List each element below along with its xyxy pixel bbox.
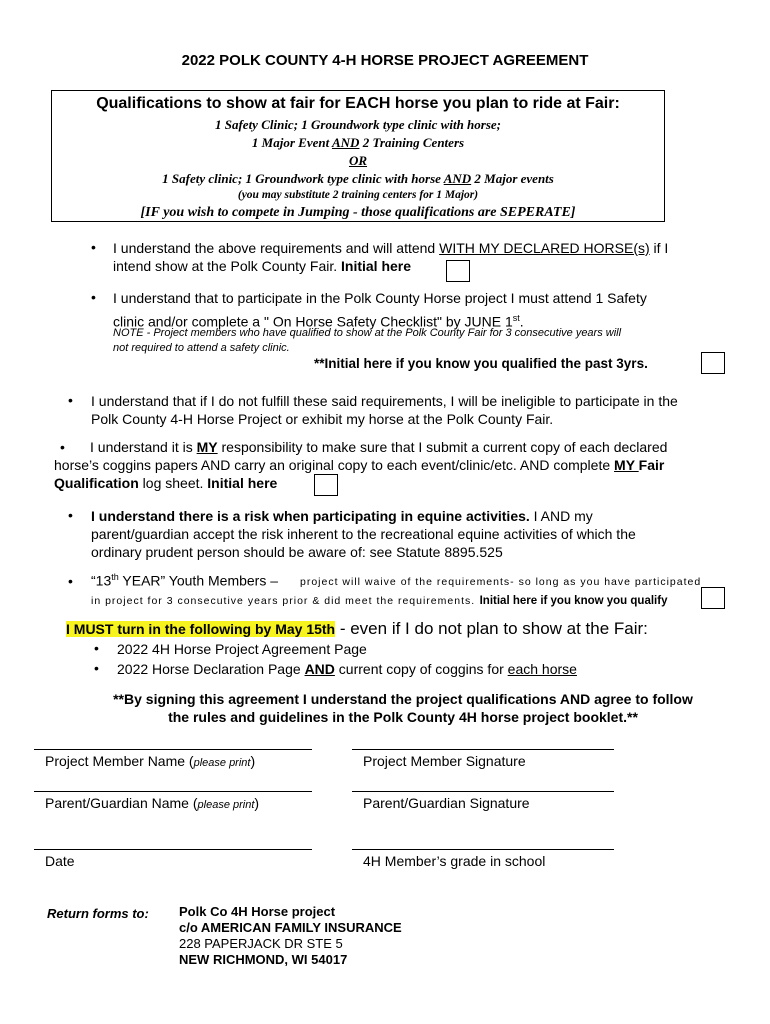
- thirteenth-year-text: in project for 3 consecutive years prior & did meet the requirements. Initial here if you know you qualify: [91, 595, 668, 607]
- page-title: 2022 POLK COUNTY 4-H HORSE PROJECT AGREEMENT: [181, 52, 589, 69]
- bullet: •: [91, 239, 96, 255]
- date-label: Date: [45, 853, 75, 869]
- qualifications-box: [51, 90, 665, 222]
- ineligibility-text: I understand that if I do not fulfill these said requirements, I will be ineligible to participate in the Polk County 4-H Horse Project or exhibit my horse at the Polk County Fair.: [91, 393, 678, 427]
- member-signature-line[interactable]: [352, 749, 614, 750]
- turn-in-heading: I MUST turn in the following by May 15th - even if I do not plan to show at the Fair:: [66, 619, 648, 638]
- qualification-line: 1 Safety Clinic; 1 Groundwork type clinic with horse;: [214, 117, 501, 132]
- member-name-line[interactable]: [34, 749, 312, 750]
- initial-label: **Initial here if you know you qualified the past 3yrs.: [314, 356, 648, 371]
- requirement-text: I understand the above requirements and will attend WITH MY DECLARED HORSE(s) if I intend show at the Polk County Fair. Initial here: [113, 240, 669, 274]
- return-address: Polk Co 4H Horse project c/o AMERICAN FAMILY INSURANCE 228 PAPERJACK DR STE 5 NEW RICHMOND, WI 54017: [179, 904, 402, 967]
- risk-text: I understand there is a risk when participating in equine activities. I AND my parent/guardian accept the risk inherent to the recreational equine activities of which the ordinary prudent person should be aware of: see Statute 8895.525: [91, 508, 636, 560]
- initial-checkbox[interactable]: [446, 260, 470, 282]
- guardian-signature-line[interactable]: [352, 791, 614, 792]
- member-signature-label: Project Member Signature: [363, 753, 526, 769]
- qualification-line: 1 Safety clinic; 1 Groundwork type clinic with horse AND 2 Major events: [162, 171, 554, 186]
- safety-note: NOTE - Project members who have qualified to show at the Polk County Fair for 3 consecutive years will not required to attend a safety clinic.: [113, 327, 622, 354]
- safety-requirement-text: I understand that to participate in the Polk County Horse project I must attend 1 Safety clinic and/or complete a " On Horse Safety Checklist" by JUNE 1st.: [113, 290, 647, 330]
- thirteenth-year-text: project will waive of the requirements- so long as you have participated: [300, 576, 702, 588]
- jumping-note: [IF you wish to compete in Jumping - those qualifications are SEPERATE]: [140, 205, 576, 220]
- grade-line[interactable]: [352, 849, 614, 850]
- coggins-text: • I understand it is MY responsibility to make sure that I submit a current copy of each declared horse’s coggins papers AND carry an original copy to each event/clinic/etc. AND complete MY Fair Qualification log sheet. Initial here: [54, 439, 668, 491]
- bullet: •: [68, 392, 73, 408]
- qualification-line: 1 Major Event AND 2 Training Centers: [251, 135, 465, 150]
- member-name-label: Project Member Name (please print): [45, 753, 256, 769]
- qualification-note: (you may substitute 2 training centers for 1 Major): [237, 189, 479, 201]
- initial-checkbox[interactable]: [314, 474, 338, 496]
- bullet: •: [91, 289, 96, 305]
- bullet: •: [68, 507, 73, 523]
- bullet: •: [94, 640, 99, 656]
- initial-checkbox[interactable]: [701, 587, 725, 609]
- date-line[interactable]: [34, 849, 312, 850]
- turn-in-item: 2022 4H Horse Project Agreement Page: [117, 641, 367, 657]
- turn-in-item: 2022 Horse Declaration Page AND current copy of coggins for each horse: [117, 661, 577, 677]
- initial-checkbox[interactable]: [701, 352, 725, 374]
- return-label: Return forms to:: [47, 906, 149, 921]
- guardian-signature-label: Parent/Guardian Signature: [363, 795, 530, 811]
- qualification-or: OR: [348, 153, 368, 168]
- grade-label: 4H Member’s grade in school: [363, 853, 546, 869]
- bullet: •: [68, 573, 73, 589]
- qualifications-heading: Qualifications to show at fair for EACH horse you plan to ride at Fair:: [96, 95, 620, 112]
- guardian-name-label: Parent/Guardian Name (please print): [45, 795, 260, 811]
- agreement-statement: **By signing this agreement I understand the project qualifications AND agree to follow the rules and guidelines in the Polk County 4H horse project booklet.**: [113, 691, 693, 725]
- bullet: •: [94, 660, 99, 676]
- guardian-name-line[interactable]: [34, 791, 312, 792]
- thirteenth-year-heading: “13th YEAR” Youth Members –: [91, 572, 279, 589]
